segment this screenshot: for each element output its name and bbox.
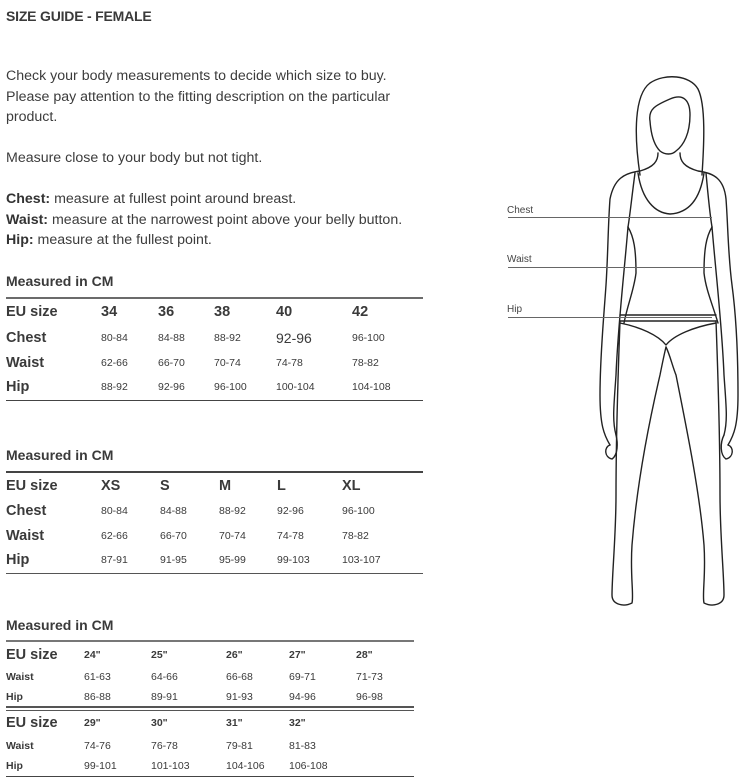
header-label: EU size <box>6 304 58 320</box>
value-cell: 104-106 <box>226 756 289 776</box>
value-cell: 81-83 <box>289 740 316 752</box>
value-cell: 61-63 <box>84 671 111 683</box>
page-title: SIZE GUIDE - FEMALE <box>6 8 152 24</box>
waist-figure-label: Waist <box>507 254 532 265</box>
size-cell: 40 <box>276 304 293 320</box>
row-label: Chest <box>6 502 47 519</box>
value-cell: 96-100 <box>342 504 375 517</box>
header-label: EU size <box>6 710 84 736</box>
value-cell: 74-78 <box>276 356 303 369</box>
value-cell: 101-103 <box>151 756 226 776</box>
header-label: EU size <box>6 646 58 663</box>
size-cell: 30" <box>151 710 226 736</box>
table-row <box>6 325 423 350</box>
row-label: Hip <box>6 379 30 396</box>
hip-text: measure at the fullest point. <box>33 232 212 248</box>
table-row <box>6 687 414 707</box>
row-label: Chest <box>6 329 47 346</box>
size-table-letter <box>6 471 423 574</box>
value-cell: 84-88 <box>158 331 185 344</box>
value-cell: 62-66 <box>101 529 128 542</box>
size-cell: XS <box>101 477 121 494</box>
size-cell: L <box>277 477 286 494</box>
value-cell: 95-99 <box>219 554 246 567</box>
waist-text: measure at the narrowest point above your belly button. <box>48 211 403 228</box>
row-label: Waist <box>6 527 45 544</box>
table-row <box>6 375 423 400</box>
row-label: Hip <box>6 687 84 707</box>
value-cell: 64-66 <box>151 671 178 683</box>
female-silhouette-icon <box>500 75 740 615</box>
size-table-numeric <box>6 297 423 401</box>
row-label: Waist <box>6 740 34 752</box>
chest-line <box>508 217 712 218</box>
value-cell: 84-88 <box>160 504 187 517</box>
size-cell: 38 <box>214 304 231 320</box>
size-table-inches <box>6 640 414 777</box>
value-cell: 76-78 <box>151 740 178 752</box>
value-cell: 96-98 <box>356 687 414 707</box>
size-cell: 29" <box>84 710 151 736</box>
intro-line-3: Measure close to your body but not tight. <box>6 150 263 166</box>
value-cell: 91-93 <box>226 687 289 707</box>
value-cell: 91-95 <box>160 554 187 567</box>
size-cell: 26" <box>226 648 243 661</box>
value-cell: 88-92 <box>101 381 128 394</box>
value-cell: 70-74 <box>219 529 246 542</box>
table-row <box>6 756 414 776</box>
table-header-row <box>6 472 423 498</box>
size-cell: XL <box>342 477 361 494</box>
table-row <box>6 736 414 756</box>
value-cell: 99-101 <box>84 756 151 776</box>
value-cell: 78-82 <box>352 356 379 369</box>
size-cell: M <box>219 477 232 494</box>
size-cell: 36 <box>158 304 175 320</box>
value-cell: 100-104 <box>276 381 315 394</box>
size-cell: 34 <box>101 304 118 320</box>
value-cell: 71-73 <box>356 671 383 683</box>
value-cell: 78-82 <box>342 529 369 542</box>
intro-line-2: Please pay attention to the fitting description on the particular product. <box>6 88 391 125</box>
value-cell: 79-81 <box>226 740 253 752</box>
value-cell: 88-92 <box>219 504 246 517</box>
size-cell: 28" <box>356 648 373 661</box>
value-cell: 92-96 <box>158 381 185 394</box>
intro-text <box>6 66 426 251</box>
waist-line <box>508 267 712 268</box>
intro-line-1: Check your body measurements to decide which size to buy. <box>6 68 387 84</box>
value-cell: 92-96 <box>276 329 312 346</box>
value-cell: 96-100 <box>352 331 385 344</box>
value-cell <box>356 756 414 776</box>
table-1-title: Measured in CM <box>6 273 114 289</box>
value-cell: 70-74 <box>214 356 241 369</box>
size-cell: 42 <box>352 304 369 320</box>
value-cell: 66-68 <box>226 671 253 683</box>
value-cell: 96-100 <box>214 381 247 394</box>
hip-figure-label: Hip <box>507 304 523 315</box>
hip-instruction <box>6 230 426 251</box>
row-label: Waist <box>6 671 34 683</box>
chest-figure-label: Chest <box>507 205 534 216</box>
size-cell: 31" <box>226 710 289 736</box>
table-row <box>6 498 423 523</box>
row-label: Hip <box>6 552 30 569</box>
size-cell: 25" <box>151 648 168 661</box>
chest-instruction <box>6 189 426 210</box>
hip-line <box>508 317 712 318</box>
table-header-row <box>6 710 414 736</box>
table-row <box>6 667 414 687</box>
value-cell <box>356 736 414 756</box>
table-row <box>6 350 423 375</box>
value-cell: 106-108 <box>289 756 356 776</box>
value-cell: 103-107 <box>342 554 381 567</box>
row-label: Waist <box>6 354 45 371</box>
waist-instruction <box>6 210 426 231</box>
value-cell: 86-88 <box>84 687 151 707</box>
value-cell: 80-84 <box>101 331 128 344</box>
table-header-row <box>6 641 414 667</box>
waist-label: Waist: <box>6 211 49 228</box>
value-cell: 62-66 <box>101 356 128 369</box>
value-cell: 104-108 <box>352 381 391 394</box>
value-cell: 66-70 <box>158 356 185 369</box>
value-cell: 66-70 <box>160 529 187 542</box>
value-cell: 74-76 <box>84 740 111 752</box>
chest-label: Chest: <box>6 191 51 207</box>
value-cell: 80-84 <box>101 504 128 517</box>
value-cell: 94-96 <box>289 687 356 707</box>
size-cell: 32" <box>289 710 356 736</box>
size-cell: S <box>160 477 170 494</box>
table-row <box>6 523 423 548</box>
row-label: Hip <box>6 756 84 776</box>
table-header-row <box>6 298 423 325</box>
size-cell <box>356 710 414 736</box>
value-cell: 92-96 <box>277 504 304 517</box>
value-cell: 99-103 <box>277 554 310 567</box>
table-row <box>6 548 423 573</box>
value-cell: 74-78 <box>277 529 304 542</box>
chest-text: measure at fullest point around breast. <box>50 191 297 207</box>
hip-label: Hip: <box>6 232 34 248</box>
size-cell: 27" <box>289 648 306 661</box>
value-cell: 87-91 <box>101 554 128 567</box>
header-label: EU size <box>6 477 58 494</box>
value-cell: 89-91 <box>151 687 226 707</box>
value-cell: 69-71 <box>289 671 316 683</box>
size-cell: 24" <box>84 648 101 661</box>
table-3-title: Measured in CM <box>6 617 114 633</box>
value-cell: 88-92 <box>214 331 241 344</box>
body-measurement-figure <box>500 75 740 615</box>
table-2-title: Measured in CM <box>6 447 114 463</box>
